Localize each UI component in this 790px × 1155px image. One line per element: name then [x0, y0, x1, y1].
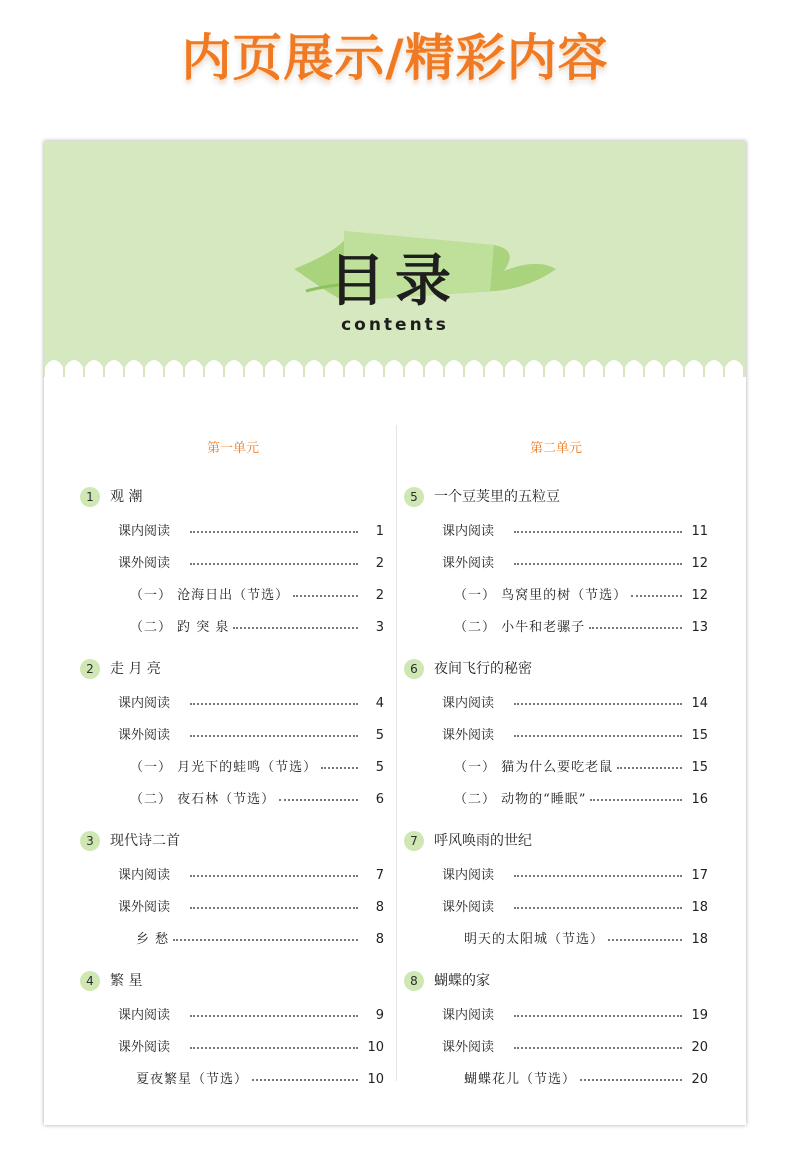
toc-entry-label: （一） 鸟窝里的树（节选） [454, 588, 628, 603]
dot-leader [514, 875, 682, 877]
scallop-notch [485, 360, 503, 377]
toc-entry-page: 14 [691, 696, 708, 711]
toc-entry-page: 5 [375, 728, 384, 743]
toc-entry[interactable] [454, 789, 708, 811]
scallop-notch [205, 360, 223, 377]
toc-entry-label: 课外阅读 [118, 1040, 171, 1055]
toc-entry[interactable] [454, 757, 708, 779]
toc-entry-label: 课内阅读 [118, 868, 171, 883]
scallop-notch [465, 360, 483, 377]
toc-entry-page: 10 [367, 1072, 384, 1087]
toc-entry-page: 5 [375, 760, 384, 775]
toc-entry[interactable] [130, 789, 384, 811]
toc-entry[interactable] [442, 693, 708, 715]
scallop-notch [385, 360, 403, 377]
scallop-notch [725, 360, 743, 377]
toc-subtitle: contents [341, 315, 449, 335]
toc-entry[interactable] [442, 553, 708, 575]
toc-entry[interactable] [118, 725, 384, 747]
lesson-heading[interactable] [404, 969, 490, 991]
toc-entry-page: 20 [691, 1072, 708, 1087]
dot-leader [514, 1015, 682, 1017]
toc-entry-page: 19 [691, 1008, 708, 1023]
scallop-notch [245, 360, 263, 377]
toc-entry[interactable] [118, 693, 384, 715]
toc-entry-label: 蝴蝶花儿（节选） [464, 1072, 577, 1087]
toc-entry-label: （二） 夜石林（节选） [130, 792, 276, 807]
dot-leader [190, 1015, 358, 1017]
toc-entry[interactable] [130, 757, 384, 779]
toc-entry-label: 课外阅读 [118, 728, 171, 743]
dot-leader [190, 563, 358, 565]
dot-leader [608, 939, 682, 941]
toc-entry-label: 课外阅读 [442, 556, 495, 571]
toc-title: 目录 [329, 249, 461, 314]
toc-entry-label: 课内阅读 [442, 696, 495, 711]
toc-entry[interactable] [130, 617, 384, 639]
dot-leader [514, 563, 682, 565]
scallop-notch [285, 360, 303, 377]
dot-leader [279, 799, 358, 801]
toc-entry[interactable] [464, 1069, 708, 1091]
dot-leader [252, 1079, 358, 1081]
toc-entry[interactable] [442, 1037, 708, 1059]
dot-leader [293, 595, 358, 597]
toc-entry-page: 16 [691, 792, 708, 807]
toc-entry[interactable] [118, 521, 384, 543]
toc-entry-page: 17 [691, 868, 708, 883]
lesson-heading[interactable] [404, 485, 560, 507]
toc-entry[interactable] [118, 865, 384, 887]
toc-entry[interactable] [136, 1069, 384, 1091]
lesson-heading[interactable] [80, 485, 142, 507]
lesson-number-badge: 4 [80, 971, 100, 991]
toc-entry-label: 课内阅读 [442, 524, 495, 539]
toc-page [44, 141, 746, 1125]
toc-entry-label: 夏夜繁星（节选） [136, 1072, 249, 1087]
lesson-heading[interactable] [80, 829, 180, 851]
scallop-notch [305, 360, 323, 377]
scallop-notch [45, 360, 63, 377]
toc-entry[interactable] [442, 1005, 708, 1027]
scallop-notch [85, 360, 103, 377]
scallop-notch [545, 360, 563, 377]
lesson-number-badge: 3 [80, 831, 100, 851]
scallop-notch [425, 360, 443, 377]
dot-leader [514, 1047, 682, 1049]
toc-entry-page: 8 [375, 900, 384, 915]
lesson-number-badge: 6 [404, 659, 424, 679]
lesson-title: 蝴蝶的家 [434, 972, 490, 989]
toc-entry-page: 18 [691, 932, 708, 947]
toc-entry-page: 10 [367, 1040, 384, 1055]
toc-entry-page: 4 [375, 696, 384, 711]
scallop-notch [405, 360, 423, 377]
lesson-title: 现代诗二首 [110, 832, 180, 849]
toc-entry-label: （一） 沧海日出（节选） [130, 588, 290, 603]
toc-entry-page: 15 [691, 760, 708, 775]
lesson-number-badge: 8 [404, 971, 424, 991]
lesson-heading[interactable] [80, 969, 142, 991]
scallop-notch [345, 360, 363, 377]
dot-leader [617, 767, 682, 769]
toc-entry-label: 课内阅读 [442, 868, 495, 883]
toc-entry-label: 课内阅读 [118, 524, 171, 539]
dot-leader [590, 799, 682, 801]
toc-header [44, 141, 746, 377]
scallop-notch [125, 360, 143, 377]
lesson-title: 呼风唤雨的世纪 [434, 832, 532, 849]
dot-leader [190, 531, 358, 533]
toc-entry-page: 20 [691, 1040, 708, 1055]
dot-leader [190, 1047, 358, 1049]
scallop-notch [265, 360, 283, 377]
column-divider [396, 425, 397, 1081]
dot-leader [514, 703, 682, 705]
toc-entry-label: 课外阅读 [118, 556, 171, 571]
scallop-notch [525, 360, 543, 377]
toc-entry-page: 8 [375, 932, 384, 947]
toc-entry[interactable] [464, 929, 708, 951]
scalloped-edge [45, 360, 743, 377]
toc-entry-label: 课外阅读 [442, 1040, 495, 1055]
dot-leader [190, 703, 358, 705]
toc-entry-page: 1 [375, 524, 384, 539]
scallop-notch [145, 360, 163, 377]
toc-entry[interactable] [118, 553, 384, 575]
scallop-notch [65, 360, 83, 377]
toc-entry-page: 6 [375, 792, 384, 807]
toc-entry-page: 3 [375, 620, 384, 635]
toc-entry-page: 18 [691, 900, 708, 915]
dot-leader [514, 531, 682, 533]
toc-entry[interactable] [442, 865, 708, 887]
scallop-notch [645, 360, 663, 377]
scallop-notch [585, 360, 603, 377]
toc-entry[interactable] [454, 617, 708, 639]
lesson-title: 观 潮 [110, 488, 143, 505]
dot-leader [631, 595, 682, 597]
lesson-title: 一个豆荚里的五粒豆 [434, 488, 560, 505]
dot-leader [514, 907, 682, 909]
toc-entry[interactable] [118, 1037, 384, 1059]
toc-entry[interactable] [118, 1005, 384, 1027]
dot-leader [190, 907, 358, 909]
toc-entry[interactable] [442, 521, 708, 543]
scallop-notch [105, 360, 123, 377]
toc-entry-label: 课内阅读 [442, 1008, 495, 1023]
lesson-number-badge: 1 [80, 487, 100, 507]
dot-leader [580, 1079, 682, 1081]
scallop-notch [225, 360, 243, 377]
toc-entry-page: 13 [691, 620, 708, 635]
dot-leader [321, 767, 358, 769]
toc-entry-label: （二） 动物的“睡眠” [454, 792, 587, 807]
scallop-notch [565, 360, 583, 377]
scallop-notch [325, 360, 343, 377]
toc-entry-label: 明天的太阳城（节选） [464, 932, 605, 947]
dot-leader [589, 627, 682, 629]
toc-entry-page: 7 [375, 868, 384, 883]
page-banner-title: 内页展示/精彩内容 [181, 29, 609, 87]
unit-group-heading: 第二单元 [529, 441, 582, 456]
scallop-notch [185, 360, 203, 377]
lesson-heading[interactable] [404, 657, 532, 679]
scallop-notch [365, 360, 383, 377]
toc-entry[interactable] [136, 929, 384, 951]
dot-leader [190, 875, 358, 877]
toc-entry-page: 9 [375, 1008, 384, 1023]
toc-entry[interactable] [130, 585, 384, 607]
toc-entry-label: 课外阅读 [118, 900, 171, 915]
lesson-number-badge: 7 [404, 831, 424, 851]
scallop-notch [165, 360, 183, 377]
lesson-number-badge: 5 [404, 487, 424, 507]
toc-entry[interactable] [442, 897, 708, 919]
dot-leader [514, 735, 682, 737]
dot-leader [173, 939, 358, 941]
unit-group-heading: 第一单元 [206, 441, 259, 456]
toc-entry-label: 课外阅读 [442, 900, 495, 915]
toc-entry-page: 2 [375, 556, 384, 571]
toc-entry-label: 乡 愁 [136, 932, 170, 947]
toc-entry-page: 12 [691, 556, 708, 571]
toc-entry-label: （一） 月光下的蛙鸣（节选） [130, 760, 318, 775]
scallop-notch [445, 360, 463, 377]
toc-entry-label: 课外阅读 [442, 728, 495, 743]
scallop-notch [505, 360, 523, 377]
toc-entry-page: 15 [691, 728, 708, 743]
lesson-heading[interactable] [80, 657, 161, 679]
scallop-notch [625, 360, 643, 377]
lesson-heading[interactable] [404, 829, 532, 851]
toc-entry[interactable] [118, 897, 384, 919]
scallop-notch [705, 360, 723, 377]
lesson-number-badge: 2 [80, 659, 100, 679]
toc-entry-page: 12 [691, 588, 708, 603]
toc-entry-page: 11 [691, 524, 708, 539]
toc-entry-label: 课内阅读 [118, 1008, 171, 1023]
lesson-title: 走 月 亮 [110, 660, 161, 677]
toc-entry-label: （二） 小牛和老骡子 [454, 620, 586, 635]
toc-entry-label: 课内阅读 [118, 696, 171, 711]
scallop-notch [685, 360, 703, 377]
lesson-title: 繁 星 [110, 972, 143, 989]
toc-entry-label: （一） 猫为什么要吃老鼠 [454, 760, 614, 775]
lesson-title: 夜间飞行的秘密 [434, 660, 532, 677]
toc-entry[interactable] [454, 585, 708, 607]
dot-leader [233, 627, 358, 629]
scallop-notch [665, 360, 683, 377]
toc-entry-label: （二） 趵 突 泉 [130, 620, 230, 635]
dot-leader [190, 735, 358, 737]
scallop-notch [605, 360, 623, 377]
toc-entry[interactable] [442, 725, 708, 747]
toc-entry-page: 2 [375, 588, 384, 603]
